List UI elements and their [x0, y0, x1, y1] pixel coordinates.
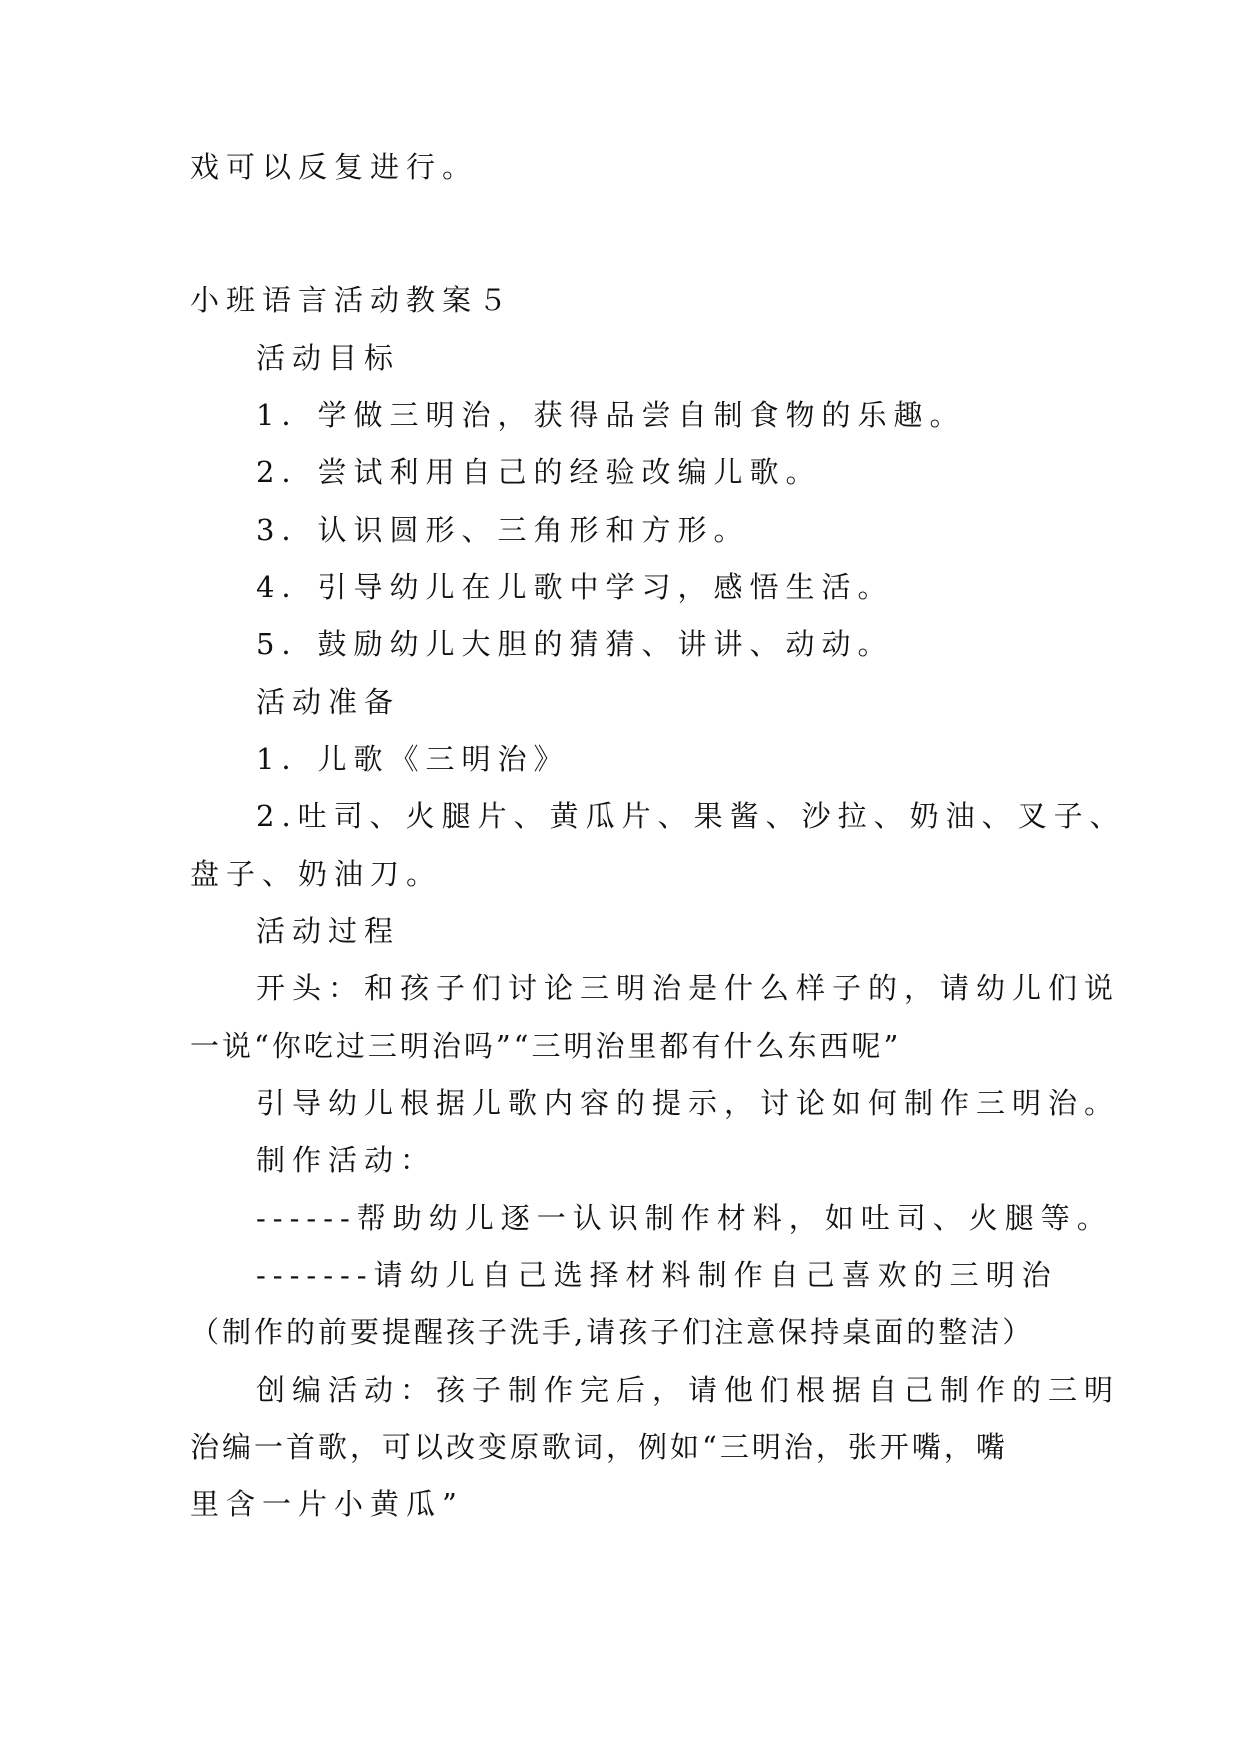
- process-paragraph: 引导幼儿根据儿歌内容的提示，讨论如何制作三明治。: [256, 1086, 1121, 1120]
- making-step: -------请幼儿自己选择材料制作自己喜欢的三明治: [256, 1258, 1058, 1292]
- section-title: 小班语言活动教案５: [190, 283, 515, 317]
- goal-item: 2．尝试利用自己的经验改编儿歌。: [256, 455, 822, 489]
- preparation-heading: 活动准备: [256, 685, 401, 719]
- preparation-item: 2.吐司、火腿片、黄瓜片、果酱、沙拉、奶油、叉子、: [256, 799, 1126, 833]
- process-heading: 活动过程: [256, 914, 401, 948]
- process-paragraph: 开头：和孩子们讨论三明治是什么样子的，请幼儿们说: [256, 971, 1121, 1005]
- making-note: （制作的前要提醒孩子洗手,请孩子们注意保持桌面的整洁）: [190, 1315, 1035, 1349]
- goal-item: 5．鼓励幼儿大胆的猜猜、讲讲、动动。: [256, 627, 894, 661]
- creative-paragraph: 创编活动：孩子制作完后，请他们根据自己制作的三明: [256, 1373, 1121, 1407]
- preparation-item-continued: 盘子、奶油刀。: [190, 857, 443, 891]
- continuation-text: 戏可以反复进行。: [190, 150, 479, 184]
- goal-item: 1．学做三明治，获得品尝自制食物的乐趣。: [256, 398, 966, 432]
- making-step: ------帮助幼儿逐一认识制作材料，如吐司、火腿等。: [256, 1201, 1113, 1235]
- creative-paragraph-continued: 治编一首歌，可以改变原歌词，例如“三明治，张开嘴，嘴: [190, 1430, 1008, 1464]
- goals-heading: 活动目标: [256, 341, 401, 375]
- creative-paragraph-continued: 里含一片小黄瓜”: [190, 1487, 464, 1521]
- making-heading: 制作活动：: [256, 1143, 437, 1177]
- goal-item: 4．引导幼儿在儿歌中学习，感悟生活。: [256, 570, 894, 604]
- preparation-item: 1．儿歌《三明治》: [256, 742, 570, 776]
- process-paragraph-continued: 一说“你吃过三明治吗”“三明治里都有什么东西呢”: [190, 1029, 902, 1063]
- goal-item: 3．认识圆形、三角形和方形。: [256, 513, 750, 547]
